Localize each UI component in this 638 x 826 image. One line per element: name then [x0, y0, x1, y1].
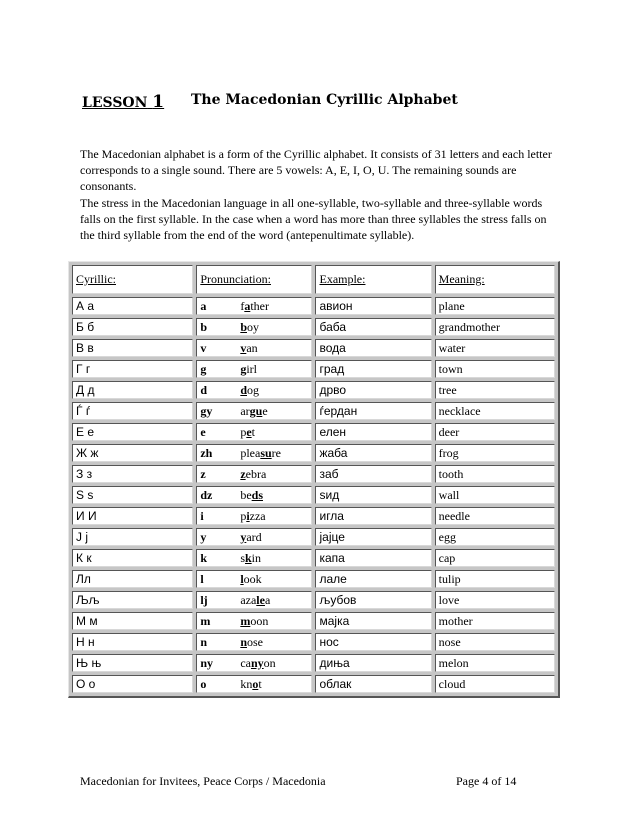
pronunciation-example-word: argue: [240, 403, 268, 418]
table-header-row: [72, 265, 555, 294]
example-word-cell: диња: [315, 654, 431, 672]
pronunciation-example-word: beds: [240, 487, 263, 502]
pronunciation-cell: [196, 423, 312, 441]
meaning-cell: deer: [435, 423, 555, 441]
latin-letter: gy: [200, 403, 213, 418]
pronunciation-cell: [196, 612, 312, 630]
meaning-cell: plane: [435, 297, 555, 315]
cyrillic-letter-cell: Лл: [72, 570, 193, 588]
meaning-cell: tooth: [435, 465, 555, 483]
pronunciation-example-word: pleasure: [240, 445, 281, 460]
footer-left: Macedonian for Invitees, Peace Corps / Macedonia: [80, 774, 326, 788]
meaning-cell: tree: [435, 381, 555, 399]
latin-letter: d: [200, 382, 207, 397]
latin-letter: o: [200, 676, 207, 691]
pronunciation-cell: [196, 465, 312, 483]
table-row: [72, 507, 555, 525]
lesson-label: LESSON 1: [82, 92, 165, 112]
pronunciation-example-word: canyon: [240, 655, 276, 670]
stressed-sound: k: [244, 550, 252, 565]
table-row: [72, 318, 555, 336]
cyrillic-letter-cell: Љљ: [72, 591, 193, 609]
stressed-sound: d: [240, 382, 247, 397]
header-pronunciation: Pronunciation:: [196, 265, 312, 294]
table-row: [72, 444, 555, 462]
pronunciation-cell: [196, 507, 312, 525]
pronunciation-example-word: knot: [240, 676, 262, 691]
example-word-cell: јајце: [315, 528, 431, 546]
cyrillic-letter-cell: Н н: [72, 633, 193, 651]
cyrillic-letter-cell: В в: [72, 339, 193, 357]
latin-letter: g: [200, 361, 207, 376]
cyrillic-letter-cell: Ј ј: [72, 528, 193, 546]
lesson-heading: [82, 92, 552, 114]
latin-letter: y: [200, 529, 207, 544]
meaning-cell: melon: [435, 654, 555, 672]
pronunciation-cell: [196, 675, 312, 693]
latin-letter: i: [200, 508, 204, 523]
meaning-cell: needle: [435, 507, 555, 525]
stressed-sound: l: [240, 571, 244, 586]
pronunciation-cell: [196, 654, 312, 672]
meaning-cell: cloud: [435, 675, 555, 693]
pronunciation-cell: [196, 570, 312, 588]
example-word-cell: нос: [315, 633, 431, 651]
pronunciation-example-word: moon: [240, 613, 269, 628]
stressed-sound: v: [240, 340, 247, 355]
pronunciation-example-word: nose: [240, 634, 263, 649]
stressed-sound: gu: [249, 403, 263, 418]
pronunciation-cell: [196, 528, 312, 546]
pronunciation-example-word: van: [240, 340, 258, 355]
table-row: [72, 654, 555, 672]
table-row: [72, 402, 555, 420]
example-word-cell: жаба: [315, 444, 431, 462]
example-word-cell: капа: [315, 549, 431, 567]
example-word-cell: елен: [315, 423, 431, 441]
table-row: [72, 549, 555, 567]
pronunciation-cell: [196, 444, 312, 462]
header-cyrillic: Cyrillic:: [72, 265, 193, 294]
latin-letter: e: [200, 424, 206, 439]
example-word-cell: ѓердан: [315, 402, 431, 420]
example-word-cell: игла: [315, 507, 431, 525]
intro-text: [80, 146, 560, 243]
latin-letter: ny: [200, 655, 213, 670]
pronunciation-cell: [196, 633, 312, 651]
cyrillic-letter-cell: Д д: [72, 381, 193, 399]
pronunciation-cell: [196, 297, 312, 315]
stressed-sound: ds: [251, 487, 263, 502]
cyrillic-letter-cell: И И: [72, 507, 193, 525]
header-example: Example:: [315, 265, 431, 294]
pronunciation-cell: [196, 402, 312, 420]
example-word-cell: град: [315, 360, 431, 378]
example-word-cell: авион: [315, 297, 431, 315]
latin-letter: b: [200, 319, 207, 334]
pronunciation-example-word: azalea: [240, 592, 271, 607]
stressed-sound: m: [240, 613, 251, 628]
stressed-sound: a: [244, 298, 251, 313]
example-word-cell: вода: [315, 339, 431, 357]
latin-letter: lj: [200, 592, 208, 607]
pronunciation-cell: [196, 339, 312, 357]
example-word-cell: дрво: [315, 381, 431, 399]
cyrillic-letter-cell: К к: [72, 549, 193, 567]
meaning-cell: nose: [435, 633, 555, 651]
meaning-cell: tulip: [435, 570, 555, 588]
table-row: [72, 591, 555, 609]
pronunciation-example-word: pet: [240, 424, 255, 439]
latin-letter: zh: [200, 445, 213, 460]
table-row: [72, 528, 555, 546]
header-meaning: Meaning:: [435, 265, 555, 294]
pronunciation-example-word: zebra: [240, 466, 267, 481]
page-title: The Macedonian Cyrillic Alphabet: [191, 92, 458, 108]
latin-letter: n: [200, 634, 207, 649]
pronunciation-cell: [196, 360, 312, 378]
table-row: [72, 633, 555, 651]
cyrillic-letter-cell: Ѕ ѕ: [72, 486, 193, 504]
stressed-sound: e: [246, 424, 252, 439]
pronunciation-example-word: yard: [240, 529, 262, 544]
table-row: [72, 612, 555, 630]
latin-letter: l: [200, 571, 204, 586]
intro-paragraph-1: The Macedonian alphabet is a form of the Cyrillic alphabet. It consists of 31 letters and each letter corresponds to a single sound. There are 5 vowels: A, E, I, O, U. The remaining sounds are consonants.: [80, 147, 552, 194]
stressed-sound: b: [240, 319, 247, 334]
cyrillic-letter-cell: Ѓ ѓ: [72, 402, 193, 420]
example-word-cell: љубов: [315, 591, 431, 609]
cyrillic-letter-cell: М м: [72, 612, 193, 630]
pronunciation-cell: [196, 318, 312, 336]
meaning-cell: love: [435, 591, 555, 609]
meaning-cell: wall: [435, 486, 555, 504]
cyrillic-letter-cell: Б б: [72, 318, 193, 336]
table-row: [72, 465, 555, 483]
cyrillic-letter-cell: Њ њ: [72, 654, 193, 672]
stressed-sound: y: [240, 529, 247, 544]
pronunciation-example-word: pizza: [240, 508, 266, 523]
meaning-cell: frog: [435, 444, 555, 462]
table-row: [72, 297, 555, 315]
meaning-cell: grandmother: [435, 318, 555, 336]
latin-letter: m: [200, 613, 211, 628]
pronunciation-cell: [196, 549, 312, 567]
latin-letter: v: [200, 340, 207, 355]
pronunciation-example-word: skin: [240, 550, 262, 565]
table-row: [72, 675, 555, 693]
meaning-cell: egg: [435, 528, 555, 546]
pronunciation-example-word: father: [240, 298, 269, 313]
meaning-cell: mother: [435, 612, 555, 630]
pronunciation-cell: [196, 381, 312, 399]
meaning-cell: town: [435, 360, 555, 378]
cyrillic-letter-cell: Г г: [72, 360, 193, 378]
stressed-sound: ny: [250, 655, 264, 670]
latin-letter: a: [200, 298, 207, 313]
example-word-cell: облак: [315, 675, 431, 693]
cyrillic-letter-cell: З з: [72, 465, 193, 483]
latin-letter: z: [200, 466, 206, 481]
footer-page-number: Page 4 of 14: [456, 774, 517, 788]
table-row: [72, 570, 555, 588]
cyrillic-letter-cell: О о: [72, 675, 193, 693]
example-word-cell: баба: [315, 318, 431, 336]
lesson-number: 1: [152, 92, 165, 112]
table-row: [72, 381, 555, 399]
cyrillic-letter-cell: Ж ж: [72, 444, 193, 462]
table-row: [72, 339, 555, 357]
latin-letter: k: [200, 550, 207, 565]
cyrillic-letter-cell: А а: [72, 297, 193, 315]
pronunciation-cell: [196, 591, 312, 609]
pronunciation-example-word: boy: [240, 319, 259, 334]
table-row: [72, 486, 555, 504]
meaning-cell: water: [435, 339, 555, 357]
stressed-sound: su: [260, 445, 272, 460]
meaning-cell: necklace: [435, 402, 555, 420]
stressed-sound: o: [252, 676, 259, 691]
meaning-cell: cap: [435, 549, 555, 567]
cyrillic-letter-cell: Е е: [72, 423, 193, 441]
alphabet-table: [68, 261, 560, 698]
pronunciation-example-word: girl: [240, 361, 257, 376]
stressed-sound: z: [240, 466, 246, 481]
pronunciation-example-word: dog: [240, 382, 259, 397]
example-word-cell: лале: [315, 570, 431, 588]
table-row: [72, 360, 555, 378]
stressed-sound: g: [240, 361, 247, 376]
stressed-sound: n: [240, 634, 247, 649]
pronunciation-cell: [196, 486, 312, 504]
stressed-sound: i: [246, 508, 250, 523]
intro-paragraph-2: The stress in the Macedonian language in all one-syllable, two-syllable and three-syllable words falls on the first syllable. In the case when a word has more than three syllables the stress falls on the third syllable from the end of the word (antepenultimate syllable).: [80, 195, 547, 243]
pronunciation-example-word: look: [240, 571, 262, 586]
stressed-sound: le: [256, 592, 265, 607]
latin-letter: dz: [200, 487, 213, 502]
example-word-cell: ѕид: [315, 486, 431, 504]
table-row: [72, 423, 555, 441]
example-word-cell: заб: [315, 465, 431, 483]
example-word-cell: мајка: [315, 612, 431, 630]
